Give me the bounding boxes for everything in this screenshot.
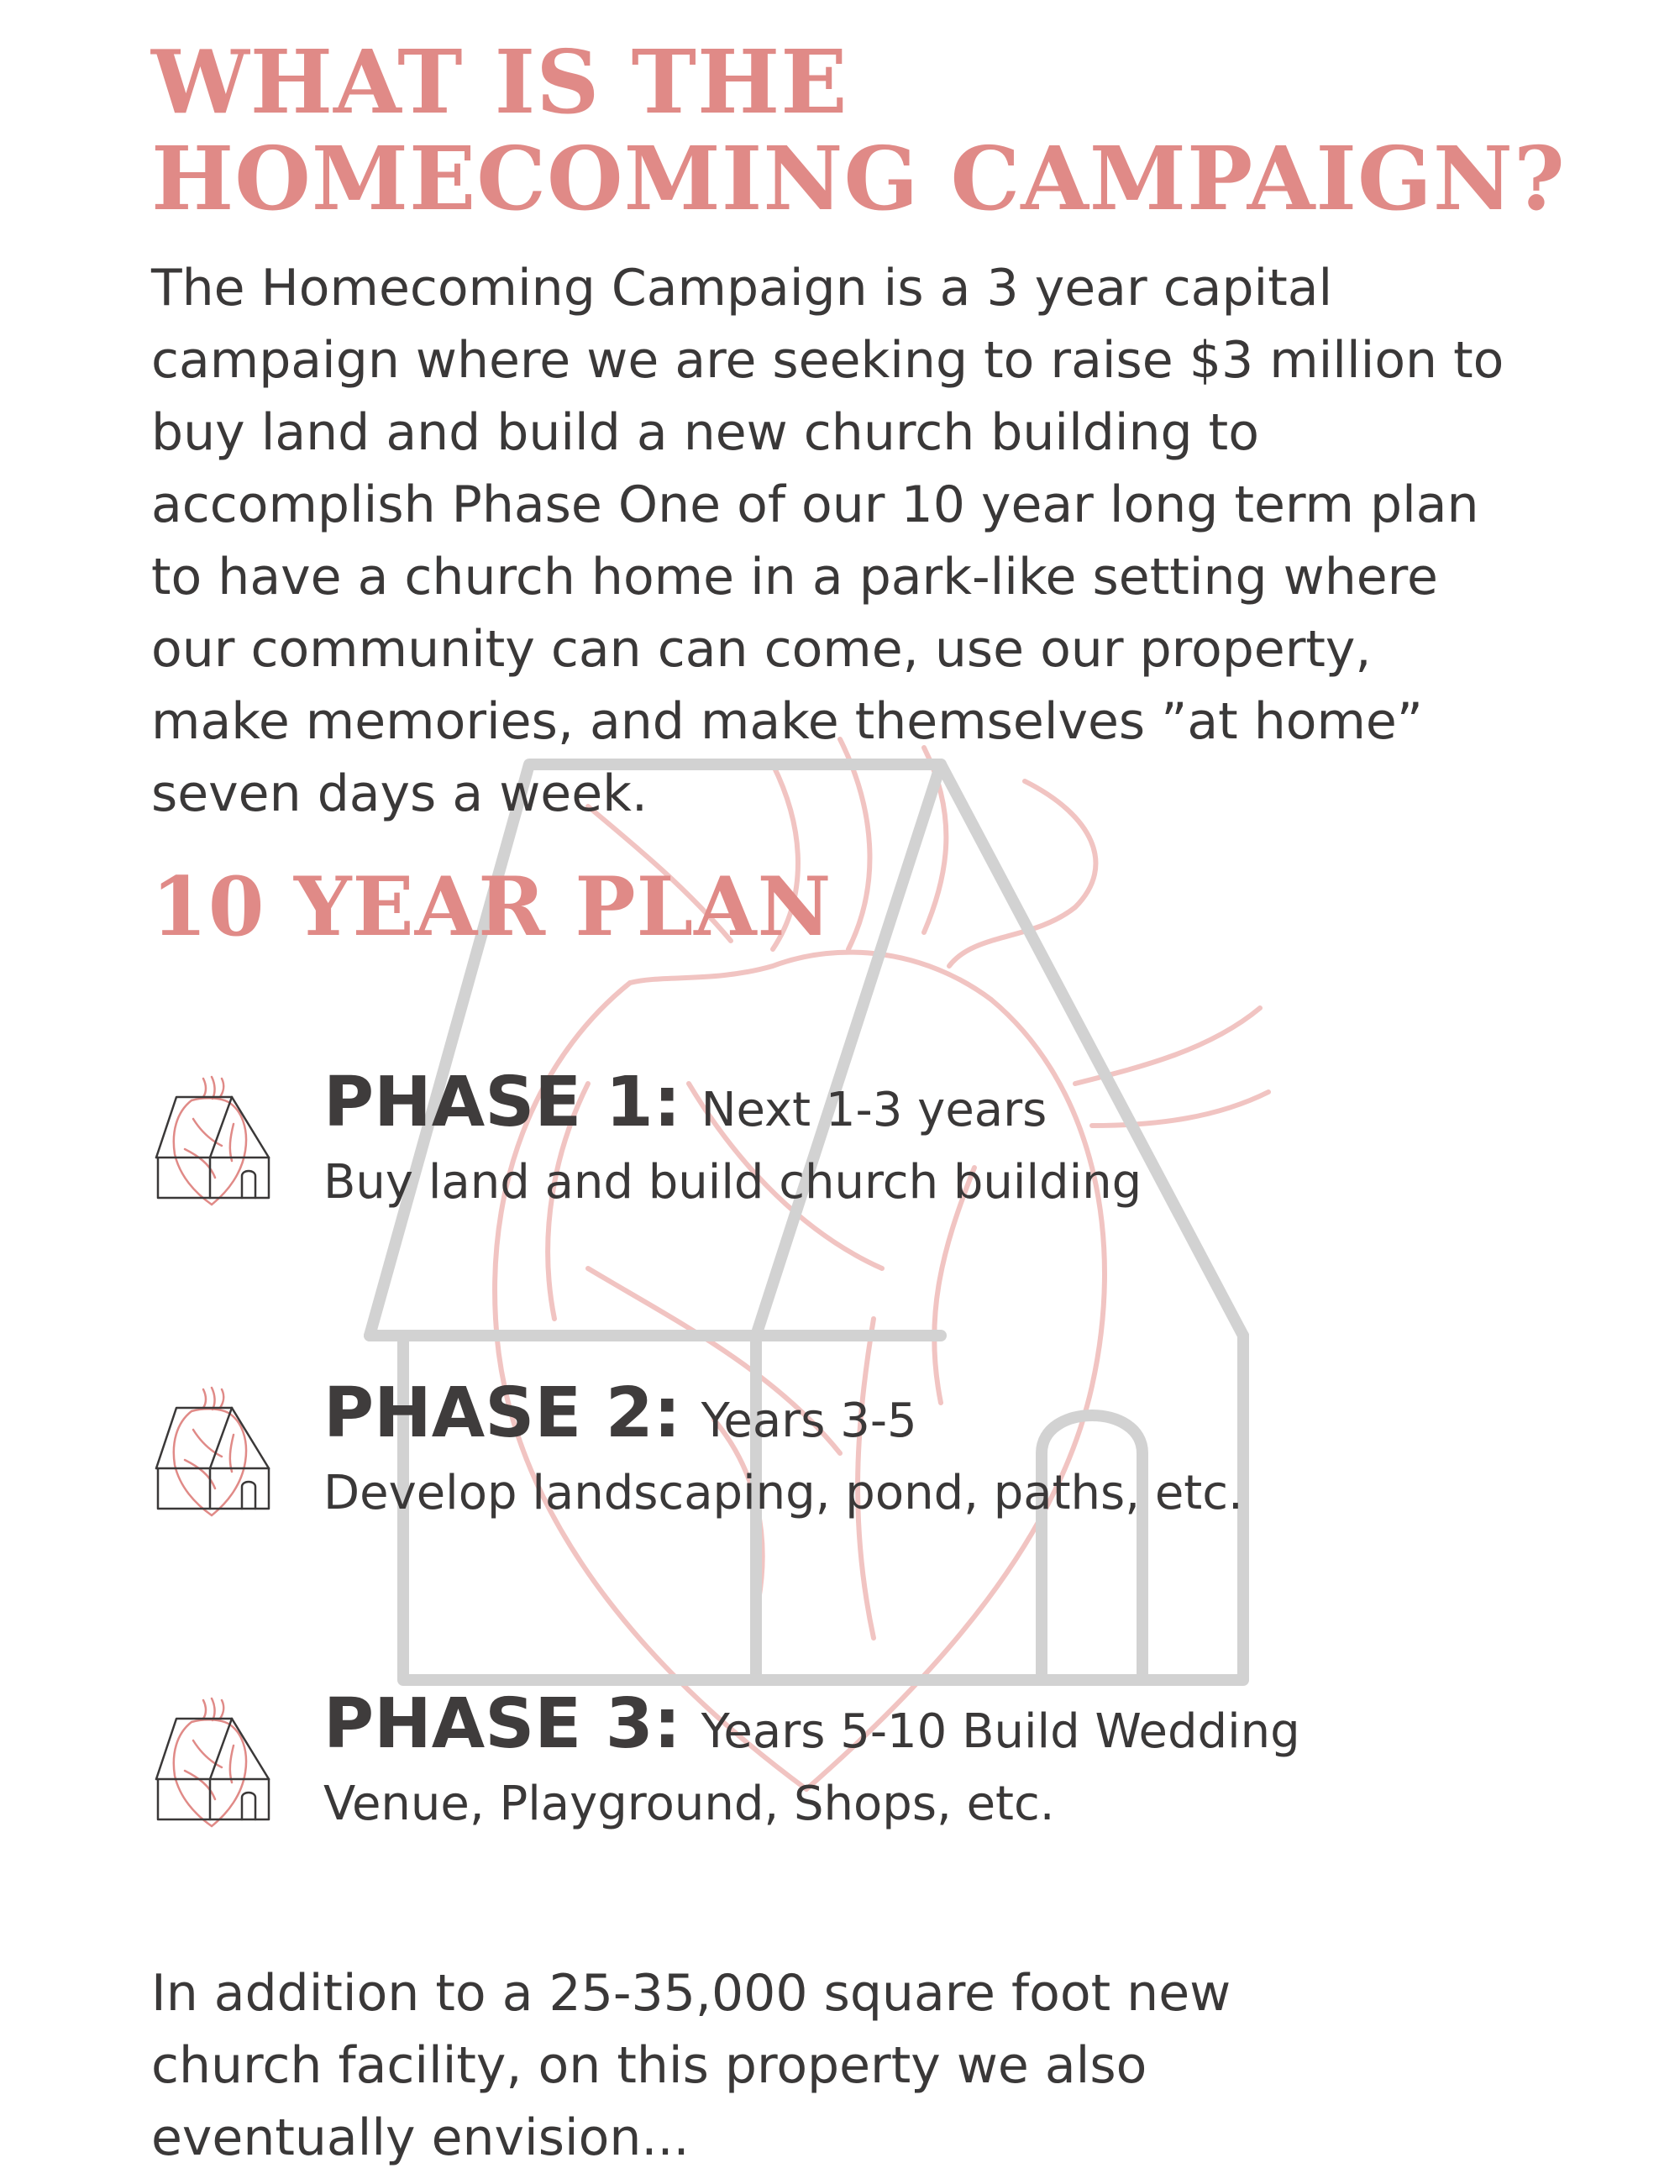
plan-heading: 10 YEAR PLAN xyxy=(151,859,832,954)
phase-header xyxy=(323,1373,1516,1457)
phase-timeframe: Next 1-3 years xyxy=(701,1083,1047,1137)
intro-paragraph xyxy=(151,252,1546,830)
page-title-line-2: HOMECOMING CAMPAIGN? xyxy=(151,127,1566,230)
heart-house-icon xyxy=(151,1695,273,1834)
phase-text xyxy=(323,1373,1516,1530)
intro-line: make memories, and make themselves ”at home” xyxy=(151,692,1423,751)
intro-line: The Homecoming Campaign is a 3 year capital xyxy=(151,259,1333,318)
closing-line: In addition to a 25-35,000 square foot new xyxy=(151,1964,1231,2023)
heart-house-icon xyxy=(151,1384,273,1523)
phase-text xyxy=(323,1684,1516,1840)
heart-house-icon xyxy=(151,1074,273,1212)
intro-line: campaign where we are seeking to raise $3 million to xyxy=(151,331,1504,390)
intro-line: our community can can come, use our property, xyxy=(151,620,1372,679)
intro-line: to have a church home in a park-like setting where xyxy=(151,548,1438,606)
phase-timeframe: Years 5-10 Build Wedding xyxy=(701,1704,1300,1759)
intro-line: accomplish Phase One of our 10 year long term plan xyxy=(151,475,1479,534)
closing-line: church facility, on this property we also xyxy=(151,2036,1147,2095)
closing-paragraph xyxy=(151,1957,1327,2174)
phase-description: Buy land and build church building xyxy=(323,1155,1142,1210)
phase-item-2 xyxy=(151,1373,1529,1562)
phase-label: PHASE 3: xyxy=(323,1684,681,1764)
phase-item-1 xyxy=(151,1063,1529,1252)
phase-text xyxy=(323,1063,1516,1219)
page-title-line-1: WHAT IS THE xyxy=(151,30,848,134)
phase-description: Venue, Playground, Shops, etc. xyxy=(323,1777,1055,1831)
phase-item-3 xyxy=(151,1684,1529,1873)
intro-line: buy land and build a new church building to xyxy=(151,403,1259,462)
closing-line: eventually envision... xyxy=(151,2108,690,2167)
phase-header xyxy=(323,1684,1516,1768)
phase-description: Develop landscaping, pond, paths, etc. xyxy=(323,1466,1243,1520)
phase-header xyxy=(323,1063,1516,1147)
phase-label: PHASE 1: xyxy=(323,1063,681,1142)
intro-line: seven days a week. xyxy=(151,764,648,823)
phase-timeframe: Years 3-5 xyxy=(701,1394,917,1448)
page-title xyxy=(151,30,1579,230)
phase-label: PHASE 2: xyxy=(323,1373,681,1453)
